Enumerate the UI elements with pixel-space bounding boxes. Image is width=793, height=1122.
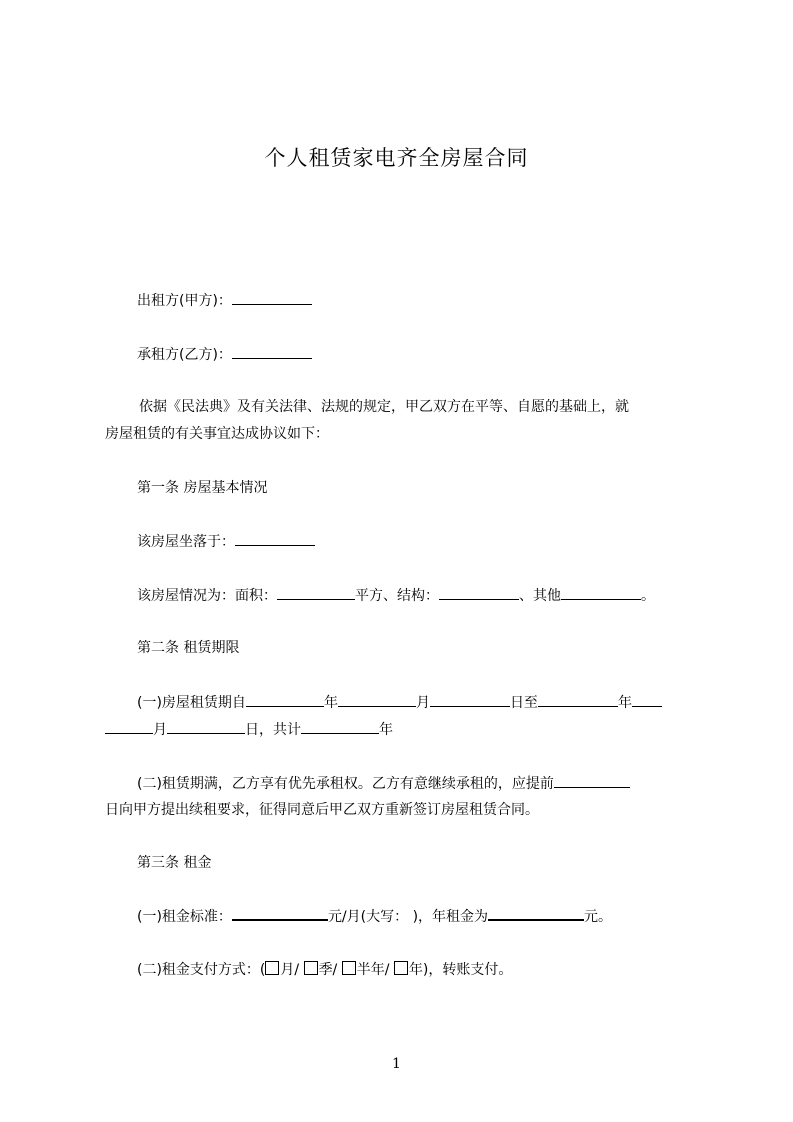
other-blank — [561, 585, 641, 600]
condition-line — [137, 585, 655, 606]
month-checkbox[interactable] — [265, 961, 279, 975]
location-line — [137, 531, 315, 552]
term-line-1 — [137, 692, 662, 713]
article-2-heading: 第二条 租赁期限 — [137, 640, 240, 656]
page-number: 1 — [392, 1056, 401, 1072]
lessor-line — [137, 290, 312, 311]
lessee-label: 承租方(乙方)： — [137, 347, 232, 363]
term-day-1: 日至 — [509, 695, 538, 711]
rent-end: 元。 — [584, 909, 613, 925]
term-year-3: 年 — [379, 722, 393, 738]
payment-option-month: 月/ — [280, 962, 304, 978]
preamble-line-1: 依据《民法典》及有关法律、法规的规定，甲乙双方在平等、自愿的基础上，就 — [139, 399, 629, 415]
lessor-label: 出租方(甲方)： — [137, 293, 232, 309]
lessee-blank — [232, 344, 312, 359]
condition-end: 。 — [641, 588, 655, 604]
rent-unit: 元/月(大写： )，年租金为 — [327, 909, 489, 925]
term-month-1: 月 — [415, 695, 430, 711]
end-day-blank — [167, 719, 245, 734]
lessee-line — [137, 344, 312, 365]
annual-rent-blank — [488, 906, 584, 921]
end-year-blank — [538, 692, 618, 707]
article-3-heading: 第三条 租金 — [137, 855, 212, 871]
payment-option-half-year: 半年/ — [356, 962, 394, 978]
article-1-heading: 第一条 房屋基本情况 — [137, 480, 268, 496]
location-blank — [235, 531, 315, 546]
start-year-blank — [246, 692, 324, 707]
term-year-2: 年 — [617, 695, 632, 711]
renewal-line-1 — [137, 773, 630, 794]
term-day-2: 日，共计 — [245, 722, 301, 738]
end-month-blank-part2 — [105, 719, 153, 734]
rent-line — [137, 906, 612, 927]
document-title: 个人租赁家电齐全房屋合同 — [264, 146, 529, 170]
renewal-days-blank — [554, 773, 630, 788]
monthly-rent-blank — [232, 906, 328, 921]
location-label: 该房屋坐落于： — [137, 534, 235, 550]
start-month-blank — [338, 692, 416, 707]
term-year-1: 年 — [323, 695, 338, 711]
area-blank — [277, 585, 355, 600]
end-month-blank-part1 — [632, 692, 662, 707]
condition-other-label: 、其他 — [519, 588, 561, 604]
season-checkbox[interactable] — [304, 961, 318, 975]
year-checkbox[interactable] — [394, 961, 408, 975]
start-day-blank — [430, 692, 510, 707]
condition-area-unit: 平方、结构： — [355, 588, 439, 604]
payment-prefix: (二)租金支付方式：( — [137, 962, 266, 978]
term-line-2 — [105, 719, 393, 740]
condition-prefix: 该房屋情况为：面积： — [137, 588, 277, 604]
renewal-text: (二)租赁期满，乙方享有优先承租权。乙方有意继续承租的，应提前 — [137, 776, 554, 792]
term-month-2: 月 — [153, 722, 167, 738]
payment-option-year: 年)，转账支付。 — [408, 962, 513, 978]
lessor-blank — [232, 290, 312, 305]
payment-option-season: 季/ — [318, 962, 342, 978]
term-prefix: (一)房屋租赁期自 — [137, 695, 246, 711]
total-years-blank — [301, 719, 379, 734]
structure-blank — [439, 585, 519, 600]
payment-line — [137, 960, 512, 980]
rent-prefix: (一)租金标准： — [137, 909, 232, 925]
half-year-checkbox[interactable] — [342, 961, 356, 975]
preamble-line-2: 房屋租赁的有关事宜达成协议如下： — [105, 426, 329, 442]
renewal-line-2: 日向甲方提出续租要求，征得同意后甲乙双方重新签订房屋租赁合同。 — [105, 802, 539, 818]
